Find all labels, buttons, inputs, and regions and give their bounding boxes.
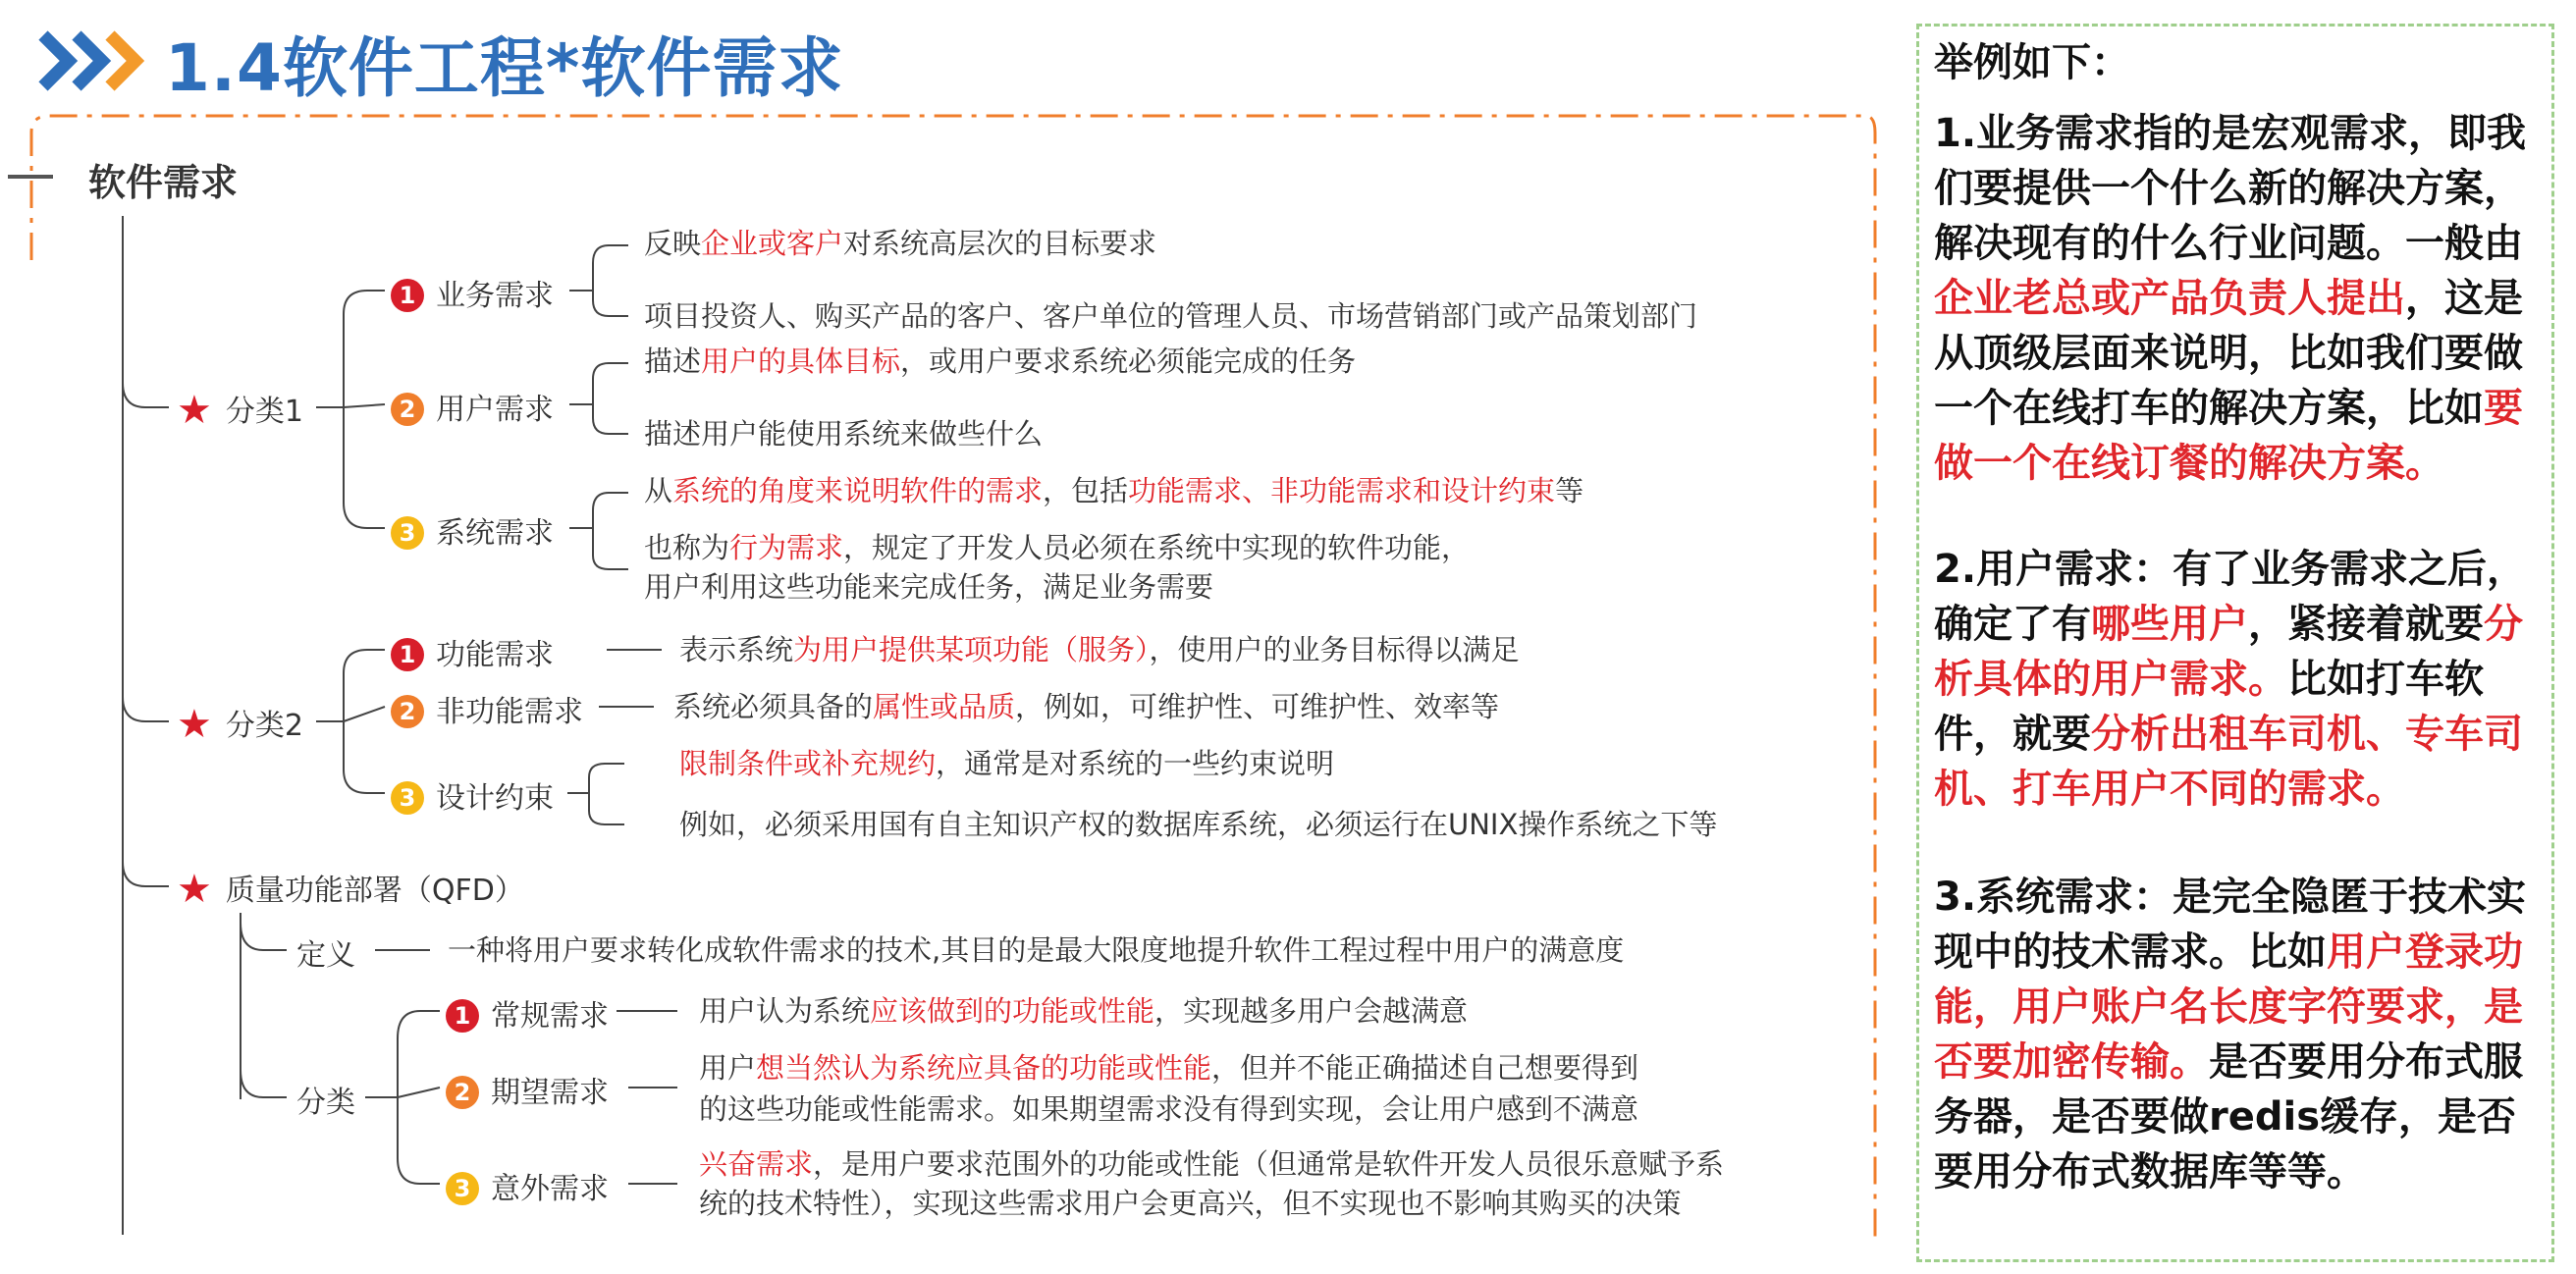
system-desc-3: 用户利用这些功能来完成任务，满足业务需要	[644, 570, 1214, 604]
unexpected-desc-1: 兴奋需求，是用户要求范围外的功能或性能（但通常是软件开发人员很乐意赋予系	[699, 1147, 1725, 1181]
number-badge-icon: 2	[446, 1076, 479, 1109]
page-title: 1.4软件工程*软件需求	[165, 30, 844, 106]
node-expected-req: 2 期望需求	[446, 1068, 609, 1111]
node-qfd-classification: 分类	[296, 1086, 355, 1120]
number-badge-icon: 1	[446, 999, 479, 1033]
functional-desc: 表示系统为用户提供某项功能（服务），使用户的业务目标得以满足	[679, 633, 1520, 666]
user-desc-1: 描述用户的具体目标，或用户要求系统必须能完成的任务	[644, 345, 1357, 378]
number-badge-icon: 3	[446, 1172, 479, 1205]
node-qfd-definition: 定义	[296, 938, 355, 973]
system-desc-2: 也称为行为需求，规定了开发人员必须在系统中实现的软件功能，	[644, 531, 1471, 564]
qfd-definition-text: 一种将用户要求转化成软件需求的技术,其目的是最大限度地提升软件工程过程中用户的满意度	[448, 933, 1625, 967]
node-unexpected-req: 3 意外需求	[446, 1164, 609, 1207]
number-badge-icon: 2	[391, 695, 424, 728]
number-badge-icon: 1	[391, 638, 424, 671]
node-business-req: 1 业务需求	[391, 271, 554, 314]
regular-desc: 用户认为系统应该做到的功能或性能，实现越多用户会越满意	[699, 994, 1469, 1028]
number-badge-icon: 2	[391, 393, 424, 426]
constraint-desc-1: 限制条件或补充规约，通常是对系统的一些约束说明	[679, 747, 1335, 780]
unexpected-desc-2: 统的技术特性），实现这些需求用户会更高兴，但不实现也不影响其购买的决策	[699, 1187, 1682, 1220]
expected-desc-1: 用户想当然认为系统应具备的功能或性能，但并不能正确描述自己想要得到	[699, 1051, 1639, 1085]
star-icon: ★	[177, 387, 212, 433]
number-badge-icon: 3	[391, 781, 424, 815]
node-cat1: ★ 分类1	[177, 387, 303, 433]
node-qfd: ★ 质量功能部署（QFD）	[177, 866, 524, 912]
node-functional-req: 1 功能需求	[391, 630, 554, 673]
node-cat2: ★ 分类2	[177, 701, 303, 747]
business-desc-2: 项目投资人、购买产品的客户、客户单位的管理人员、市场营销部门或产品策划部门	[644, 299, 1698, 333]
example-paragraph-2: 2.用户需求：有了业务需求之后，确定了有哪些用户，紧接着就要分析具体的用户需求。比如打车软件，就要分析出租车司机、专车司机、打车用户不同的需求。	[1934, 547, 2527, 812]
star-icon: ★	[177, 701, 212, 747]
mindmap-root: 软件需求	[88, 161, 239, 204]
system-desc-1: 从系统的角度来说明软件的需求，包括功能需求、非功能需求和设计约束等	[644, 474, 1584, 507]
node-regular-req: 1 常规需求	[446, 991, 609, 1035]
user-desc-2: 描述用户能使用系统来做些什么	[644, 417, 1044, 451]
number-badge-icon: 1	[391, 279, 424, 312]
expected-desc-2: 的这些功能或性能需求。如果期望需求没有得到实现，会让用户感到不满意	[699, 1092, 1639, 1126]
example-heading: 举例如下：	[1934, 40, 2130, 85]
example-paragraph-1: 1.业务需求指的是宏观需求，即我们要提供一个什么新的解决方案，解决现有的什么行业问题。一般由企业老总或产品负责人提出，这是从顶级层面来说明，比如我们要做一个在线打车的解决方案，比如要做一个在线订餐的解决方案。	[1934, 111, 2527, 486]
business-desc-1: 反映企业或客户对系统高层次的目标要求	[644, 227, 1157, 260]
node-nonfunctional-req: 2 非功能需求	[391, 687, 583, 730]
number-badge-icon: 3	[391, 516, 424, 550]
star-icon: ★	[177, 866, 212, 912]
node-design-constraint: 3 设计约束	[391, 773, 554, 817]
example-paragraph-3: 3.系统需求：是完全隐匿于技术实现中的技术需求。比如用户登录功能，用户账户名长度字符要求，是否要加密传输。是否要用分布式服务器，是否要做redis缓存，是否要用分布式数据库等等。	[1934, 875, 2527, 1194]
node-user-req: 2 用户需求	[391, 385, 554, 428]
nonfunctional-desc: 系统必须具备的属性或品质，例如，可维护性、可维护性、效率等	[673, 690, 1500, 723]
constraint-desc-2: 例如，必须采用国有自主知识产权的数据库系统，必须运行在UNIX操作系统之下等	[679, 808, 1718, 841]
node-system-req: 3 系统需求	[391, 508, 554, 552]
